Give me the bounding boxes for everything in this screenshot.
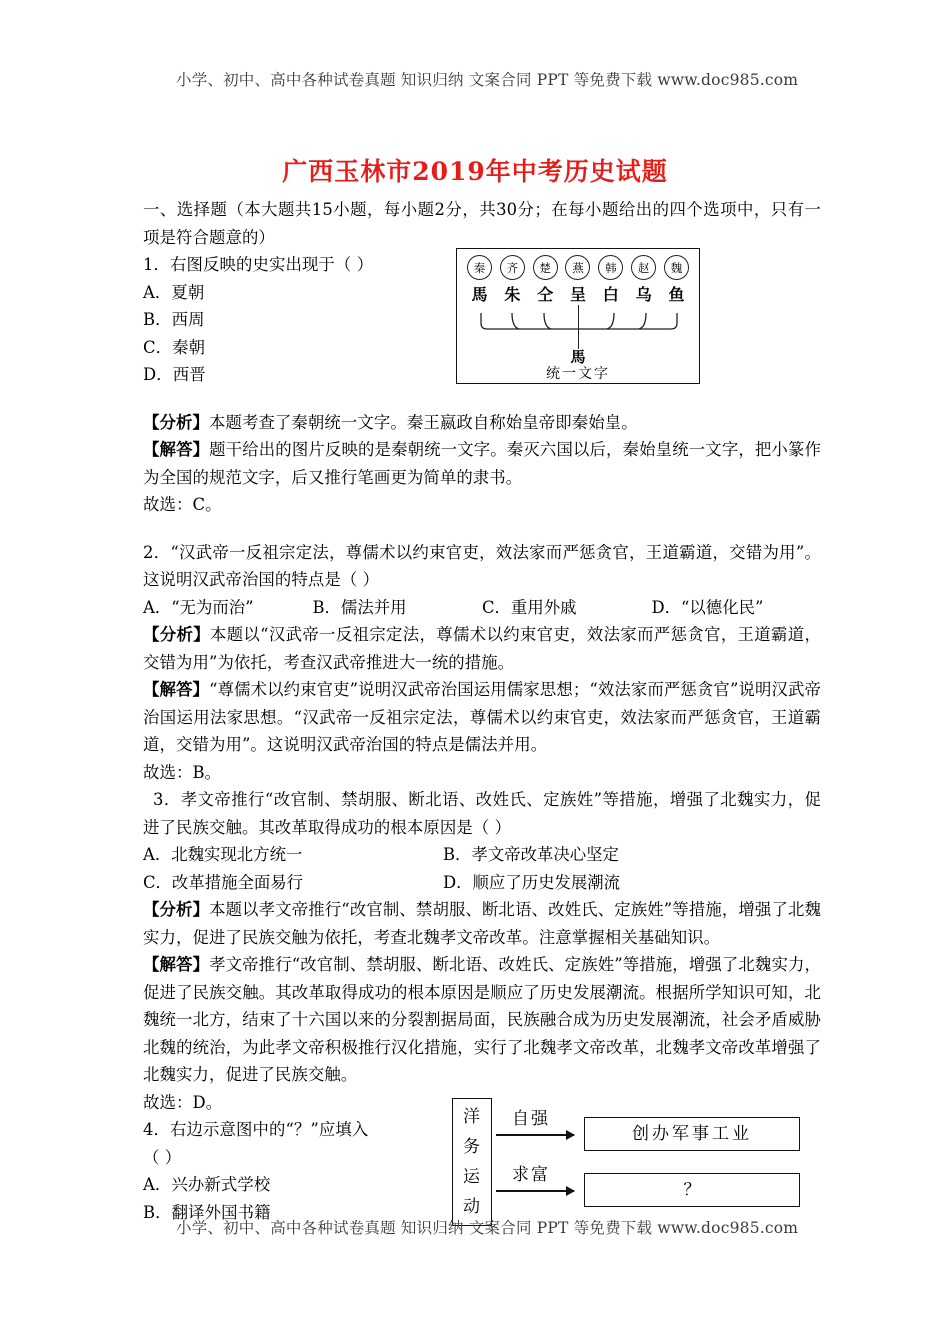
answer-tag: 【解答】 [143,440,210,459]
question-2-option-c[interactable]: C．重用外戚 [482,597,577,617]
vertical-char: 务 [463,1137,481,1157]
question-1-answer [143,436,821,491]
question-1-left-column [143,251,453,389]
state-circle: 燕 [565,255,590,280]
page-title: 广西玉林市2019年中考历史试题 [282,157,668,186]
question-3-stem: 3．孝文帝推行“改官制、禁胡服、断北语、改姓氏、定族姓”等措施，增强了北魏实力，促进了民族交触。其改革取得成功的根本原因是（ ） [143,790,821,837]
question-4-stem-cont: （ ） [143,1147,182,1167]
watermark-url: www.doc985.com [657,1219,799,1237]
question-3-options-row1 [143,841,821,869]
state-circle: 魏 [664,255,689,280]
state-circle: 齐 [500,255,525,280]
question-1-choice: 故选：C。 [143,495,222,514]
question-1-stem: 1．右图反映的史实出现于（ ） [143,255,374,274]
question-3-option-a[interactable]: A．北魏实现北方统一 [143,845,303,864]
seal-glyph: 朱 [504,285,521,304]
question-1-option-d[interactable]: D．西晋 [143,365,206,384]
seal-glyph: 乌 [635,285,652,304]
question-2-stem: 2．“汉武帝一反祖宗定法，尊儒术以约束官吏，效法家而严惩贪官，王道霸道，交错为用”。这说明汉武帝治国的特点是（ ） [143,542,821,589]
question-1-option-a[interactable]: A．夏朝 [143,282,205,302]
question-3-option-d[interactable]: D．顺应了历史发展潮流 [443,872,621,892]
answer-text: 题干给出的图片反映的是秦朝统一文字。秦灭六国以后，秦始皇统一文字，把小篆作为全国的规范文字，后又推行笔画更为简单的隶书。 [143,440,821,487]
question-2-choice: 故选：B。 [143,762,222,782]
figure-state-circles [457,249,699,280]
question-3-option-b[interactable]: B．孝文帝改革决心坚定 [443,845,619,864]
answer-tag: 【解答】 [143,955,210,974]
analysis-tag: 【分析】 [143,625,210,644]
question-2-option-b[interactable]: B．儒法并用 [312,597,407,617]
answer-tag: 【解答】 [143,680,210,699]
watermark-bottom [176,1216,798,1238]
answer-text: “尊儒术以约束官吏”说明汉武帝治国运用儒家思想；“效法家而严惩贪官”说明汉武帝治国运用法家思想。“汉武帝一反祖宗定法，尊儒术以约束官吏，效法家而严惩贪官，王道霸道，交错为用”。这说明汉武帝治国的特点是儒法并用。 [143,680,821,754]
analysis-tag: 【分析】 [143,900,210,919]
question-2-analysis [143,621,821,676]
question-1-figure [456,248,700,384]
figure-branch-a-label: 自强 [512,1109,550,1129]
vertical-char: 运 [463,1167,481,1187]
arrow-icon [496,1134,574,1136]
figure-vertical-label [452,1098,492,1226]
question-1-analysis [143,409,821,437]
question-2-answer [143,676,821,759]
figure-result-glyph: 馬 [570,348,586,366]
question-4-left-column [143,1116,453,1226]
answer-text: 孝文帝推行“改官制、禁胡服、断北语、改姓氏、定族姓”等措施，增强了北魏实力，促进了民族交触。其改革取得成功的根本原因是顺应了历史发展潮流。根据所学知识可知，北魏统一北方，结束了十六国以来的分裂割据局面，民族融合成为历史发展潮流，社会矛盾威胁北魏的统治，为此孝文帝积极推行汉化措施，实行了北魏孝文帝改革，北魏孝文帝改革增强了北魏实力，促进了民族交触。 [143,955,821,1084]
seal-glyph: 白 [602,285,619,304]
question-1-option-b[interactable]: B．西周 [143,310,205,329]
analysis-text: 本题考查了秦朝统一文字。秦王嬴政自称始皇帝即秦始皇。 [208,412,638,432]
question-3-options-row2 [143,869,821,897]
arrow-icon [496,1190,574,1192]
question-2-options [143,594,821,622]
vertical-char: 洋 [463,1107,481,1127]
question-4-option-b[interactable]: B．翻译外国书籍 [143,1202,271,1222]
state-circle: 秦 [467,255,492,280]
figure-branch-b-label: 求富 [512,1165,550,1185]
question-2-option-a[interactable]: A．“无为而治” [143,597,254,617]
question-4-figure [452,1098,800,1233]
analysis-text: 本题以“汉武帝一反祖宗定法，尊儒术以约束官吏，效法家而严惩贪官，王道霸道，交错为用”为依托，考查汉武帝推进大一统的措施。 [143,625,821,672]
analysis-text: 本题以孝文帝推行“改官制、禁胡服、断北语、改姓氏、定族姓”等措施，增强了北魏实力，促进了民族交触为依托，考查北魏孝文帝改革。注意掌握相关基础知识。 [143,900,821,947]
watermark-url: www.doc985.com [657,71,799,89]
watermark-text: 小学、初中、高中各种试卷真题 知识归纳 文案合同 PPT 等免费下载 [176,71,653,89]
question-4-stem: 4．右边示意图中的“？”应填入 [143,1120,369,1139]
vertical-char: 动 [463,1197,481,1217]
figure-branch-b-box: ？ [584,1173,800,1207]
question-3-option-c[interactable]: C．改革措施全面易行 [143,872,304,892]
question-4-option-a[interactable]: A．兴办新式学校 [143,1175,271,1194]
state-circle: 赵 [631,255,656,280]
question-2-option-d[interactable]: D．“以德化民” [651,597,764,617]
figure-branch-a-box: 创办军事工业 [584,1117,800,1151]
figure-connector-line [578,305,579,349]
question-3-answer [143,951,821,1089]
analysis-tag: 【分析】 [143,412,209,432]
seal-glyph: 仝 [537,285,554,304]
watermark-top [176,68,798,90]
seal-glyph: 呈 [569,285,586,304]
state-circle: 韩 [598,255,623,280]
question-3-choice: 故选：D。 [143,1092,223,1112]
figure-caption: 统一文字 [546,366,610,382]
question-3-analysis [143,896,821,951]
state-circle: 楚 [533,255,558,280]
seal-glyph: 馬 [471,285,488,304]
figure-seal-glyphs [457,280,699,305]
watermark-text: 小学、初中、高中各种试卷真题 知识归纳 文案合同 PPT 等免费下载 [176,1219,653,1237]
seal-glyph: 鱼 [668,285,685,304]
section-heading: 一、选择题（本大题共15小题，每小题2分，共30分；在每小题给出的四个选项中，只有一项是符合题意的） [143,200,821,247]
question-1-option-c[interactable]: C．秦朝 [143,337,206,357]
